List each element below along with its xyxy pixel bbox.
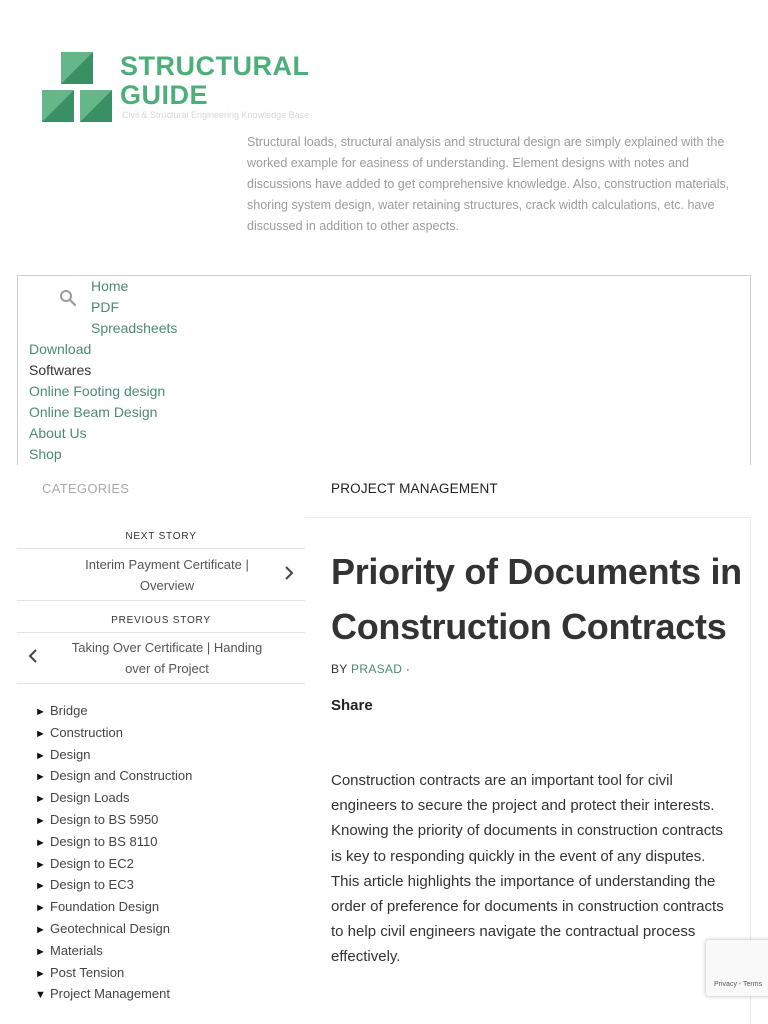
article-byline — [331, 662, 410, 676]
site-description: Structural loads, structural analysis and structural design are simply explained with the worked example for easiness of understanding. Element designs with notes and discussions have added to get comprehensive knowledge. Also, construction materials, shoring system design, water retaining structures, crack width calculations, etc. have discussed in addition to other aspects. — [247, 135, 730, 233]
article-intro: Construction contracts are an important tool for civil engineers to secure the project and protect their interests. Knowing the priority of documents in construction contracts is key to responding quickly in the event of any disputes. This article highlights the importance of understanding the order of preference for documents in construction contracts to help civil engineers navigate the contractual process effectively. — [331, 772, 724, 966]
menu-item-pdf[interactable]: PDF — [91, 299, 119, 315]
next-story-link[interactable]: Interim Payment Certificate | Overview — [85, 557, 249, 593]
category-item-materials[interactable]: ► Materials — [35, 941, 192, 963]
category-item-bridge[interactable]: ► Bridge — [35, 701, 192, 723]
category-item-design-and-construction[interactable]: ► Design and Construction — [35, 766, 192, 788]
breadcrumb-category[interactable]: PROJECT MANAGEMENT — [331, 481, 498, 496]
article-title: Priority of Documents in Construction Contracts — [331, 551, 742, 647]
chevron-left-icon[interactable] — [25, 648, 41, 664]
chevron-right-icon[interactable] — [281, 565, 297, 581]
expand-arrow-icon: ► — [35, 793, 46, 806]
menu-item-spreadsheets[interactable]: Spreadsheets — [91, 320, 178, 336]
share-label: Share — [331, 697, 373, 714]
next-story-heading: NEXT STORY — [125, 531, 197, 542]
menu-item-shop[interactable]: Shop — [29, 446, 62, 462]
menu-item-download[interactable]: Download — [29, 341, 92, 357]
expand-arrow-icon: ► — [35, 749, 46, 762]
previous-story-link[interactable]: Taking Over Certificate | Handing over of Project — [71, 640, 263, 676]
author-link[interactable]: PRASAD — [351, 662, 403, 676]
site-logo[interactable] — [42, 52, 342, 132]
category-item-geotechnical-design[interactable]: ► Geotechnical Design — [35, 919, 192, 941]
menu-item-softwares[interactable]: Softwares — [29, 362, 92, 378]
menu-item-about-us[interactable]: About Us — [29, 425, 87, 441]
categories-label: CATEGORIES — [42, 481, 130, 496]
expand-arrow-icon: ► — [35, 923, 46, 936]
category-item-post-tension[interactable]: ► Post Tension — [35, 963, 192, 985]
recaptcha-badge[interactable] — [706, 940, 768, 996]
main-menu — [17, 275, 751, 465]
category-item-design-to-bs-8110[interactable]: ► Design to BS 8110 — [35, 832, 192, 854]
category-item-design-to-ec3[interactable]: ► Design to EC3 — [35, 875, 192, 897]
expand-arrow-icon: ► — [35, 858, 46, 871]
category-item-project-management[interactable]: ▼ Project Management — [35, 984, 192, 1006]
category-list — [35, 701, 192, 1006]
expand-arrow-icon: ► — [35, 771, 46, 784]
category-item-design[interactable]: ► Design — [35, 745, 192, 767]
logo-name: STRUCTURAL GUIDE — [120, 51, 310, 110]
expand-arrow-icon: ► — [35, 814, 46, 827]
category-item-design-to-ec2[interactable]: ► Design to EC2 — [35, 854, 192, 876]
previous-story-heading: PREVIOUS STORY — [111, 615, 211, 626]
recaptcha-links[interactable]: Privacy - Terms — [714, 981, 763, 988]
expand-arrow-icon: ► — [35, 836, 46, 849]
category-item-design-to-bs-5950[interactable]: ► Design to BS 5950 — [35, 810, 192, 832]
expand-arrow-icon: ► — [35, 706, 46, 718]
menu-item-online-beam-design[interactable]: Online Beam Design — [29, 404, 158, 420]
category-item-foundation-design[interactable]: ► Foundation Design — [35, 897, 192, 919]
category-item-construction[interactable]: ► Construction — [35, 723, 192, 745]
menu-item-home[interactable]: Home — [91, 278, 129, 294]
menu-item-online-footing-design[interactable]: Online Footing design — [29, 383, 166, 399]
expand-arrow-icon: ► — [35, 945, 46, 958]
byline-separator: · — [405, 662, 411, 676]
search-icon[interactable] — [59, 289, 77, 307]
expand-arrow-icon: ► — [35, 902, 46, 915]
story-navigation — [17, 517, 305, 684]
logo-tagline: Civil & Structural Engineering Knowledge Base — [122, 110, 310, 120]
expand-arrow-icon: ► — [35, 880, 46, 893]
category-item-design-loads[interactable]: ► Design Loads — [35, 788, 192, 810]
logo-mark-icon — [42, 52, 114, 124]
collapse-arrow-icon: ▼ — [35, 989, 46, 1002]
expand-arrow-icon: ► — [35, 727, 46, 740]
by-label: BY — [331, 662, 348, 676]
expand-arrow-icon: ► — [35, 967, 46, 980]
